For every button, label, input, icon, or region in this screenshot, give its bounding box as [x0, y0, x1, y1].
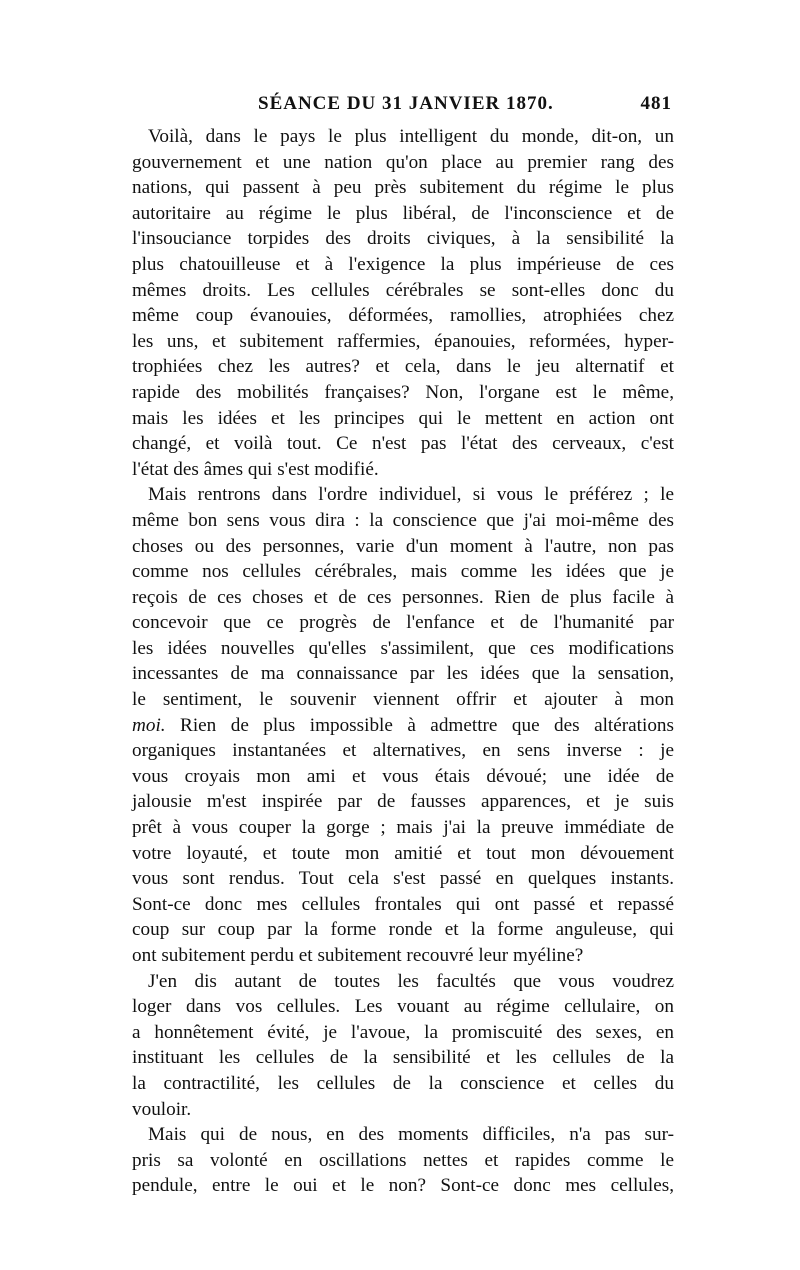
text-line: a honnêtement évité, je l'avoue, la promiscuité des sexes, en — [132, 1021, 674, 1043]
text-line: même coup évanouies, déformées, ramollies, atrophiées chez — [132, 305, 674, 327]
text-line: organiques instantanées et alternatives, en sens inverse : je — [132, 740, 674, 762]
text-line: votre loyauté, et toute mon amitié et tout mon dévouement — [132, 842, 674, 864]
text-line: moi. Rien de plus impossible à admettre que des altérations — [132, 714, 674, 736]
text-line: autoritaire au régime le plus libéral, de l'inconscience et de — [132, 202, 674, 224]
text-line: mêmes droits. Les cellules cérébrales se sont-elles donc du — [132, 279, 674, 301]
text-line: prêt à vous couper la gorge ; mais j'ai la preuve immédiate de — [132, 817, 674, 839]
text-line: vous sont rendus. Tout cela s'est passé en quelques instants. — [132, 868, 674, 890]
text-line: Mais qui de nous, en des moments difficiles, n'a pas sur- — [148, 1124, 674, 1146]
text-line: concevoir que ce progrès de l'enfance et de l'humanité par — [132, 612, 674, 634]
text-line: les idées nouvelles qu'elles s'assimilent, que ces modifications — [132, 637, 674, 659]
text-line: coup sur coup par la forme ronde et la forme anguleuse, qui — [132, 919, 674, 941]
text-line: Voilà, dans le pays le plus intelligent du monde, dit-on, un — [148, 126, 674, 147]
text-line: gouvernement et une nation qu'on place au premier rang des — [132, 151, 674, 173]
text-line: jalousie m'est inspirée par de fausses apparences, et je suis — [132, 791, 674, 813]
text-line: changé, et voilà tout. Ce n'est pas l'état des cerveaux, c'est — [132, 433, 674, 455]
text-line: choses ou des personnes, varie d'un moment à l'autre, non pas — [132, 535, 674, 557]
text-line: mais les idées et les principes qui le mettent en action ont — [132, 407, 674, 429]
text-line: incessantes de ma connaissance par les idées que la sensation, — [132, 663, 674, 685]
text-line: pendule, entre le oui et le non? Sont-ce donc mes cellules, — [132, 1175, 674, 1197]
text-line: les uns, et subitement raffermies, épanouies, reformées, hyper- — [132, 330, 674, 352]
text-line: ont subitement perdu et subitement recouvré leur myéline? — [132, 945, 584, 966]
text-line: nations, qui passent à peu près subitement du régime le plus — [132, 177, 674, 199]
text-line: trophiées chez les autres? et cela, dans le jeu alternatif et — [132, 356, 674, 378]
page-number: 481 — [640, 93, 672, 114]
text-line: même bon sens vous dira : la conscience que j'ai moi-même des — [132, 509, 674, 531]
text-line: rapide des mobilités françaises? Non, l'organe est le même, — [132, 381, 674, 403]
text-line: vous croyais mon ami et vous étais dévoué; une idée de — [132, 765, 674, 787]
text-line: l'état des âmes qui s'est modifié. — [132, 458, 379, 480]
text-line: l'insouciance torpides des droits civiques, à la sensibilité la — [132, 228, 674, 250]
text-line: J'en dis autant de toutes les facultés que vous voudrez — [148, 970, 674, 992]
italic-word: moi. — [132, 714, 166, 736]
text-line: Mais rentrons dans l'ordre individuel, si vous le préférez ; le — [148, 484, 674, 506]
text-line: Sont-ce donc mes cellules frontales qui ont passé et repassé — [132, 893, 674, 915]
body-text — [132, 124, 674, 1199]
text-line: le sentiment, le souvenir viennent offrir et ajouter à mon — [132, 689, 674, 711]
text-line: comme nos cellules cérébrales, mais comme les idées que je — [132, 561, 674, 583]
text-line: loger dans vos cellules. Les vouant au régime cellulaire, on — [132, 996, 674, 1018]
text-line: la contractilité, les cellules de la conscience et celles du — [132, 1072, 674, 1094]
text-line: instituant les cellules de la sensibilité et les cellules de la — [132, 1047, 674, 1069]
running-head — [132, 93, 672, 115]
running-head-title: SÉANCE DU 31 JANVIER 1870. — [258, 93, 554, 114]
text-line: pris sa volonté en oscillations nettes et rapides comme le — [132, 1149, 674, 1171]
text-line: vouloir. — [132, 1098, 192, 1120]
text-line: reçois de ces choses et de ces personnes. Rien de plus facile à — [132, 586, 674, 608]
text-line: plus chatouilleuse et à l'exigence la plus impérieuse de ces — [132, 253, 674, 275]
